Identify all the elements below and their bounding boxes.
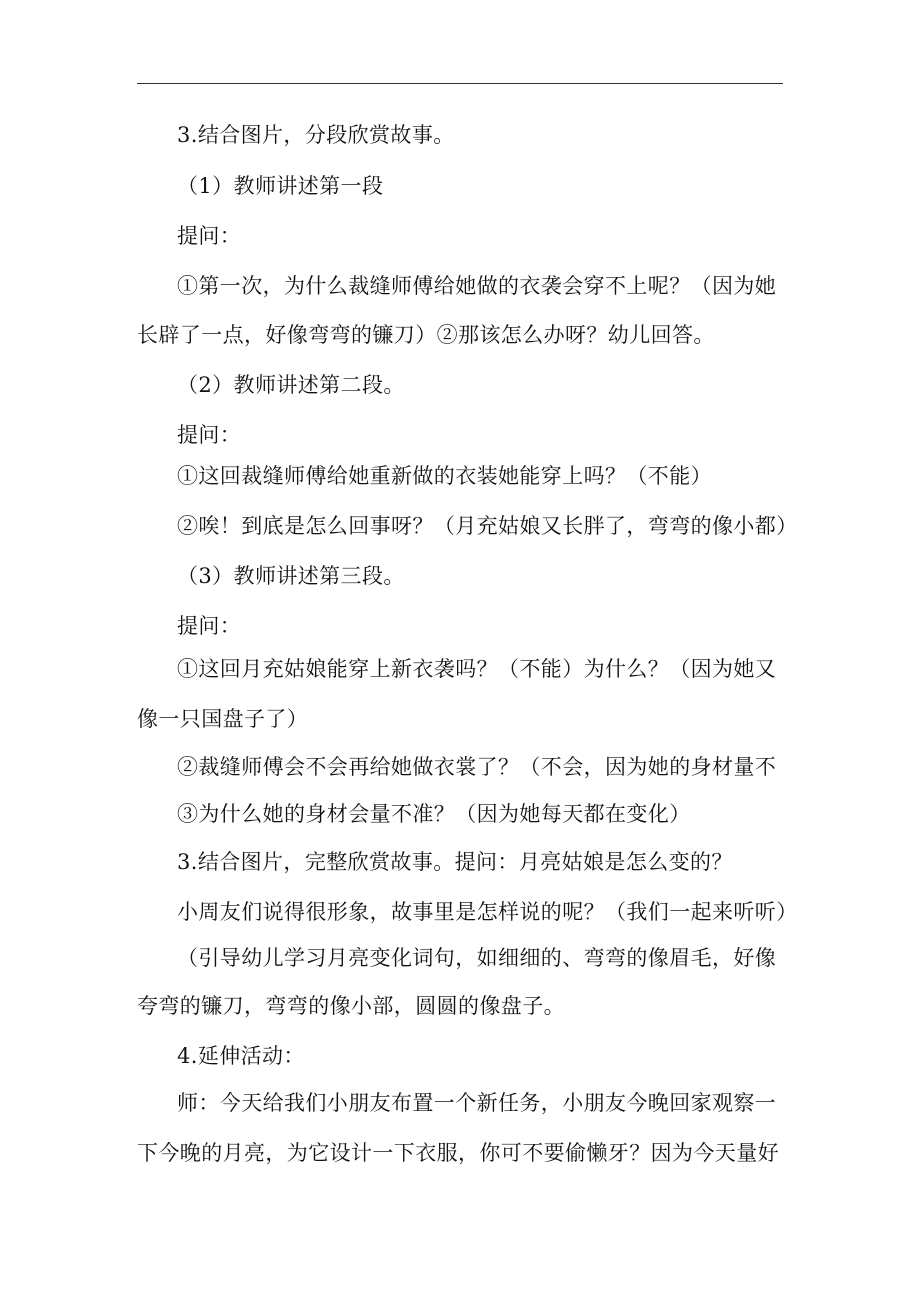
paragraph-line: （3）教师讲述第三段。 bbox=[177, 564, 405, 588]
section-heading: 4.延伸活动： bbox=[177, 1044, 305, 1068]
paragraph-line: （1）教师讲述第一段 bbox=[177, 174, 384, 198]
section-heading: 3.结合图片，分段欣赏故事。 bbox=[177, 123, 455, 147]
paragraph-line: ①这回月充姑娘能穿上新衣袭吗？（不能）为什么？（因为她又 bbox=[177, 657, 777, 681]
paragraph-line: ③为什么她的身材会量不准？（因为她每天都在变化） bbox=[177, 802, 691, 826]
paragraph-line: （引导幼儿学习月亮变化词句，如细细的、弯弯的像眉毛，好像 bbox=[177, 946, 777, 970]
paragraph-line: 提问： bbox=[177, 614, 242, 638]
paragraph-line: 下今晚的月亮，为它设计一下衣服，你可不要偷懒牙？因为今天量好 bbox=[137, 1141, 779, 1165]
section-heading: 3.结合图片，完整欣赏故事。提问：月亮姑娘是怎么变的？ bbox=[177, 850, 733, 874]
paragraph-line: 提问： bbox=[177, 224, 242, 248]
paragraph-line: 像一只国盘子了） bbox=[137, 707, 309, 731]
paragraph-line: ①第一次，为什么裁缝师傅给她做的衣袭会穿不上呢？（因为她 bbox=[177, 274, 777, 298]
paragraph-line: （2）教师讲述第二段。 bbox=[177, 373, 405, 397]
paragraph-line: 长辟了一点，好像弯弯的镰刀）②那该怎么办呀？幼儿回答。 bbox=[137, 323, 715, 347]
paragraph-line: 师：今天给我们小朋友布置一个新任务，小朋友今晚回家观察一 bbox=[177, 1091, 777, 1115]
paragraph-line: 小周友们说得很形象，故事里是怎样说的呢？（我们一起来听听） bbox=[177, 900, 798, 924]
paragraph-line: 夸弯的镰刀，弯弯的像小部，圆圆的像盘子。 bbox=[137, 994, 565, 1018]
paragraph-line: 提问： bbox=[177, 423, 242, 447]
header-rule bbox=[137, 83, 783, 84]
paragraph-line: ②裁缝师傅会不会再给她做衣裳了？（不会，因为她的身材量不 bbox=[177, 755, 777, 779]
paragraph-line: ②唉！到底是怎么回事呀？（月充姑娘又长胖了，弯弯的像小都） bbox=[177, 514, 798, 538]
paragraph-line: ①这回裁缝师傅给她重新做的衣装她能穿上吗？（不能） bbox=[177, 464, 712, 488]
